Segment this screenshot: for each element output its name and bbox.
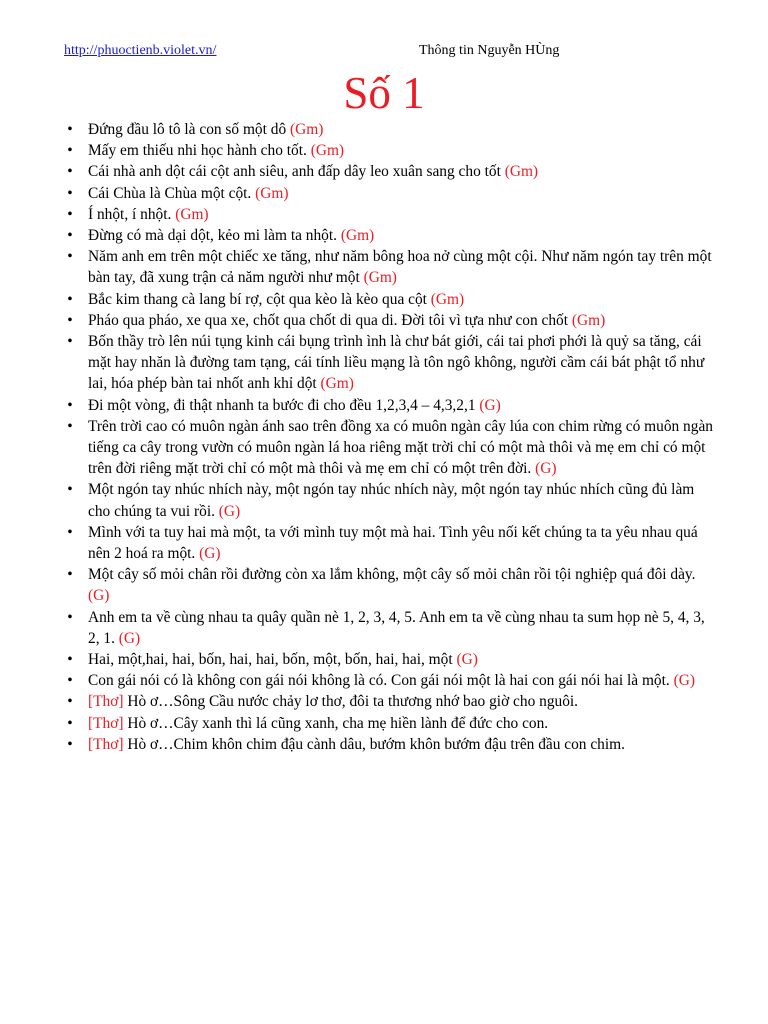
bullet-icon: •: [67, 290, 73, 308]
genre-tag: (Gm): [175, 205, 209, 223]
list-item: [64, 204, 714, 225]
list-item: [64, 331, 714, 395]
entry-text: Con gái nói có là không con gái nói không là có. Con gái nói một là hai con gái nói hai là một.: [88, 672, 674, 690]
entry-text: Đứng đầu lô tô là con số một dô: [88, 121, 290, 138]
list-item: [64, 522, 714, 564]
list-item: [64, 225, 714, 246]
genre-tag: (G): [535, 460, 557, 478]
genre-tag: (G): [199, 545, 221, 563]
list-item: [64, 564, 714, 606]
poem-tag: [Thơ]: [88, 735, 124, 753]
bullet-icon: •: [67, 227, 73, 245]
list-item: [64, 649, 714, 670]
genre-tag: (G): [218, 502, 241, 520]
entry-text: Pháo qua pháo, xe qua xe, chốt qua chốt di qua di. Đời tôi vì tựa như con chốt: [88, 311, 572, 329]
list-item: [64, 161, 714, 182]
list-item: [64, 734, 714, 755]
list-item: [64, 140, 714, 161]
list-item: [64, 395, 714, 416]
bullet-icon: •: [67, 121, 73, 138]
genre-tag: (Gm): [255, 184, 289, 202]
bullet-icon: •: [67, 163, 73, 181]
list-item: [64, 670, 714, 691]
bullet-icon: •: [67, 142, 73, 160]
list-item: [64, 119, 714, 140]
bullet-icon: •: [67, 735, 73, 753]
genre-tag: (G): [479, 396, 501, 414]
list-item: [64, 289, 714, 310]
bullet-icon: •: [67, 184, 73, 202]
bullet-icon: •: [67, 311, 73, 329]
genre-tag: (Gm): [363, 269, 397, 287]
bullet-icon: •: [67, 566, 73, 584]
bullet-icon: •: [67, 672, 73, 690]
page-header: [64, 43, 668, 63]
entry-text: Mình với ta tuy hai mà một, ta với mình tuy một mà hai. Tình yêu nối kết chúng ta ta yêu nhau quá nên 2 hoá ra một.: [88, 523, 698, 563]
entry-text: Mấy em thiếu nhi học hành cho tốt.: [88, 142, 311, 160]
bullet-icon: •: [67, 481, 73, 499]
bullet-icon: •: [67, 651, 73, 669]
entry-text: Hò ơ…Cây xanh thì lá cũng xanh, cha mẹ hiền lành để đức cho con.: [123, 714, 549, 732]
bullet-icon: •: [67, 248, 73, 266]
entry-text: Một cây số mỏi chân rồi đường còn xa lắm không, một cây số mỏi chân rồi tội nghiệp quá đôi dày.: [88, 566, 696, 584]
list-item: [64, 183, 714, 204]
entry-text: Đừng có mà dại dột, kẻo mi làm ta nhột.: [88, 227, 341, 245]
genre-tag: (G): [456, 651, 478, 669]
list-item: [64, 607, 714, 649]
bullet-icon: •: [67, 608, 73, 626]
entry-text: Í nhột, í nhột.: [88, 205, 176, 223]
genre-tag: (G): [88, 587, 110, 605]
genre-tag: (Gm): [571, 311, 606, 329]
poem-tag: [Thơ]: [88, 714, 124, 732]
entry-text: Hò ơ…Chim khôn chim đậu cành dâu, bướm khôn bướm đậu trên đầu con chim.: [123, 735, 625, 753]
genre-tag: (Gm): [430, 290, 465, 308]
genre-tag: (Gm): [320, 375, 354, 393]
list-item: [64, 246, 714, 288]
list-item: [64, 310, 714, 331]
genre-tag: (Gm): [310, 142, 345, 160]
entry-text: Anh em ta về cùng nhau ta quây quần nè 1, 2, 3, 4, 5. Anh em ta về cùng nhau ta sum họp nè 5, 4, 3, 2, 1.: [88, 608, 705, 647]
genre-tag: (Gm): [504, 163, 539, 181]
bullet-icon: •: [67, 417, 73, 435]
genre-tag: (Gm): [290, 121, 324, 138]
bullet-icon: •: [67, 714, 73, 732]
site-link[interactable]: http://phuoctienb.violet.vn/: [64, 43, 217, 58]
genre-tag: (G): [673, 672, 695, 690]
bullet-icon: •: [67, 205, 73, 223]
bullet-icon: •: [67, 396, 73, 414]
entry-text: Hai, một,hai, hai, bốn, hai, hai, bốn, một, bốn, hai, hai, một: [88, 651, 457, 669]
bullet-icon: •: [67, 693, 73, 711]
entry-text: Trên trời cao có muôn ngàn ánh sao trên đồng xa có muôn ngàn cây lúa con chim rừng có muôn ngàn tiếng ca cây trong vườn có muôn ngàn lá hoa riêng mặt trời chỉ có một mà thôi và mẹ em chỉ có một trên đời riêng mặt trời chỉ có một mà thôi và mẹ em chỉ có một trên đời.: [88, 417, 713, 478]
list-item: [64, 691, 714, 712]
genre-tag: (G): [118, 629, 141, 647]
bullet-icon: •: [67, 523, 73, 541]
entry-text: Bốn thầy trò lên núi tụng kinh cái bụng trình ình là chư bát giới, cái tai phơi phới là quỷ sa tăng, cái mặt hay nhăn là đường tam tạng, cái tính liều mạng là tôn ngô không, người cầm cái bát phật tổ như lai, hóa phép bàn tai nhốt anh khỉ dột: [88, 333, 705, 393]
genre-tag: (Gm): [340, 227, 375, 245]
page-title: Số 1: [343, 68, 425, 118]
entry-text: Bắc kim thang cà lang bí rợ, cột qua kèo là kèo qua cột: [88, 290, 431, 308]
entry-text: Cái nhà anh dột cái cột anh siêu, anh đấp dây leo xuân sang cho tốt: [88, 163, 505, 181]
entry-text: Đi một vòng, đi thật nhanh ta bước đi cho đều 1,2,3,4 – 4,3,2,1: [88, 396, 480, 414]
list-item: [64, 713, 714, 734]
entry-list: [64, 119, 714, 755]
entry-text: Năm anh em trên một chiếc xe tăng, như năm bông hoa nở cùng một cội. Như năm ngón tay trên một bàn tay, đã xung trận cả năm người như một: [88, 248, 712, 287]
bullet-icon: •: [67, 333, 73, 351]
poem-tag: [Thơ]: [88, 693, 124, 711]
entry-text: Cái Chùa là Chùa một cột.: [88, 184, 256, 202]
author-info: Thông tin Nguyễn HÙng: [419, 43, 560, 58]
list-item: [64, 416, 714, 480]
entry-text: Một ngón tay nhúc nhích này, một ngón tay nhúc nhích này, một ngón tay nhúc nhích cũng đủ làm cho chúng ta vui rồi.: [88, 481, 695, 520]
entry-text: Hò ơ…Sông Cầu nước chảy lơ thơ, đôi ta thương nhớ bao giờ cho nguôi.: [123, 693, 579, 711]
list-item: [64, 479, 714, 521]
